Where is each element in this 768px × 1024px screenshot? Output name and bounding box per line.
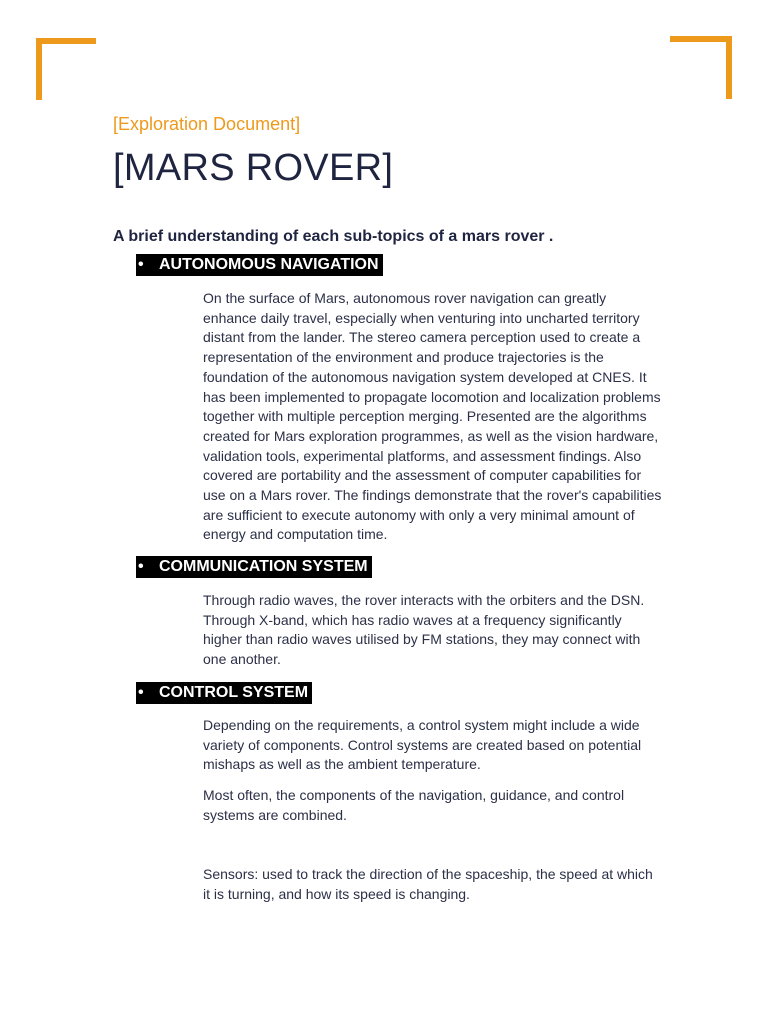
paragraph-control-system-2: Most often, the components of the navigation, guidance, and control systems are combined. [203, 787, 625, 823]
paragraph-autonomous-navigation: On the surface of Mars, autonomous rover navigation can greatly enhance daily travel, especially when venturing into uncharted territory distant from the lander. The stereo camera perception used to create a representation of the environment and produce trajectories is the foundation of the autonomous navigation system developed at CNES. It has been implemented to propagate locomotion and localization problems together with multiple perception merging. Presented are the algorithms created for Mars exploration programmes, as well as the vision hardware, validation tools, experimental platforms, and assessment findings. Also covered are portability and the assessment of computer capabilities for use on a Mars rover. The findings demonstrate that the rover's capabilities are sufficient to execute autonomy with only a very minimal amount of energy and computation time. [203, 290, 662, 543]
section-heading-communication-system [136, 556, 372, 578]
section-heading-label: CONTROL SYSTEM [159, 684, 309, 701]
bullet-icon: • [138, 558, 144, 575]
bullet-icon: • [138, 684, 144, 701]
bullet-icon: • [138, 256, 144, 273]
section-heading-label: COMMUNICATION SYSTEM [159, 558, 368, 575]
section-heading-label: AUTONOMOUS NAVIGATION [159, 256, 379, 273]
paragraph-control-system-sensors: Sensors: used to track the direction of the spaceship, the speed at which it is turning, and how its speed is changing. [203, 866, 653, 902]
paragraph-control-system-1: Depending on the requirements, a control system might include a wide variety of components. Control systems are created based on potential mishaps as well as the ambient temperature. [203, 717, 642, 773]
section-heading-control-system [136, 682, 312, 704]
intro-text: A brief understanding of each sub-topics of a mars rover . [113, 228, 554, 245]
page-title: [MARS ROVER] [113, 147, 394, 189]
section-heading-autonomous-navigation [136, 254, 383, 276]
document-type-label: [Exploration Document] [113, 114, 301, 134]
paragraph-communication-system: Through radio waves, the rover interacts with the orbiters and the DSN. Through X-band, which has radio waves at a frequency significantly higher than radio waves utilised by FM stations, they may connect with one another. [203, 592, 645, 668]
